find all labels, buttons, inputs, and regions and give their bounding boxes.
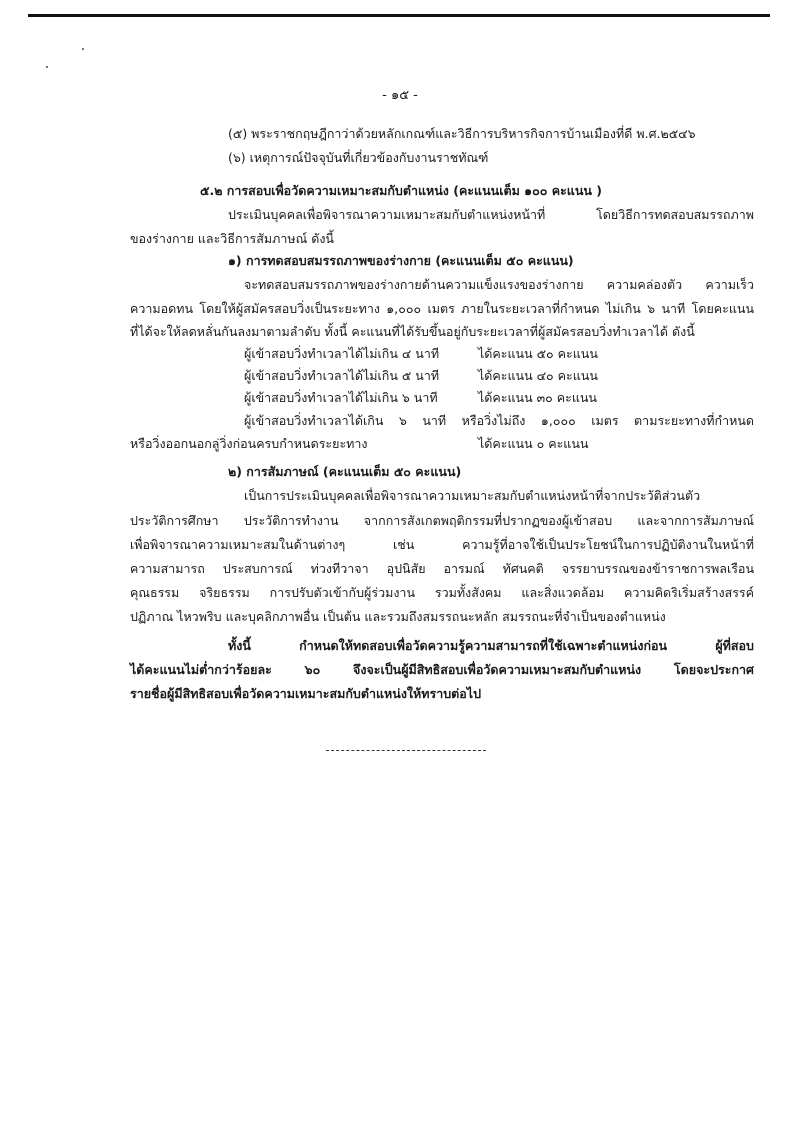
page-number: - ๑๕ -: [382, 88, 418, 103]
conclusion-line: รายชื่อผู้มีสิทธิสอบเพื่อวัดความเหมาะสมกับตำแหน่งให้ทราบต่อไป: [130, 686, 482, 701]
section-heading: ๕.๒ การสอบเพื่อวัดความเหมาะสมกับตำแหน่ง (คะแนนเต็ม ๑๐๐ คะแนน ): [200, 183, 603, 198]
score-condition: ผู้เข้าสอบวิ่งทำเวลาได้ไม่เกิน ๕ นาที: [244, 368, 440, 383]
list-item: (๕) พระราชกฤษฎีกาว่าด้วยหลักเกณฑ์และวิธีการบริหารกิจการบ้านเมืองที่ดี พ.ศ.๒๕๔๖: [228, 126, 696, 141]
interview-paragraph-line: ความสามารถ ประสบการณ์ ท่วงทีวาจา อุปนิสัย อารมณ์ ทัศนคติ จรรยาบรรณของข้าราชการพลเรือน: [130, 561, 754, 576]
interview-paragraph-line: เพื่อพิจารณาความเหมาะสมในด้านต่างๆ เช่น ความรู้ที่อาจใช้เป็นประโยชน์ในการปฏิบัติงานในหน้าที่: [130, 537, 754, 552]
end-separator: [326, 750, 486, 751]
score-condition: ผู้เข้าสอบวิ่งทำเวลาได้ไม่เกิน ๖ นาที: [244, 390, 438, 405]
interview-heading: ๒) การสัมภาษณ์ (คะแนนเต็ม ๕๐ คะแนน): [228, 464, 462, 479]
score-condition: ผู้เข้าสอบวิ่งทำเวลาได้เกิน ๖ นาที หรือวิ่งไม่ถึง ๑,๐๐๐ เมตร ตามระยะทางที่กำหนด: [244, 413, 754, 428]
fitness-paragraph-line: ที่ได้จะให้ลดหลั่นกันลงมาตามลำดับ ทั้งนี้ คะแนนที่ได้รับขึ้นอยู่กับระยะเวลาที่ผู้สมัครสอบวิ่งทำเวลาได้ ดังนี้: [130, 324, 695, 339]
top-border-line: [28, 14, 770, 17]
score-value: ได้คะแนน ๓๐ คะแนน: [478, 390, 597, 405]
fitness-heading: ๑) การทดสอบสมรรถภาพของร่างกาย (คะแนนเต็ม ๕๐ คะแนน): [228, 253, 574, 268]
interview-paragraph-line: ประวัติการศึกษา ประวัติการทำงาน จากการสังเกตพฤติกรรมที่ปรากฏของผู้เข้าสอบ และจากการสัมภาษณ์: [130, 513, 754, 528]
score-value: ได้คะแนน ๔๐ คะแนน: [478, 368, 598, 383]
section-intro-line: ของร่างกาย และวิธีการสัมภาษณ์ ดังนี้: [130, 231, 334, 246]
conclusion-line: ได้คะแนนไม่ต่ำกว่าร้อยละ ๖๐ จึงจะเป็นผู้มีสิทธิสอบเพื่อวัดความเหมาะสมกับตำแหน่ง โดยจะประกาศ: [130, 662, 754, 677]
interview-paragraph-line: คุณธรรม จริยธรรม การปรับตัวเข้ากับผู้ร่วมงาน รวมทั้งสังคม และสิ่งแวดล้อม ความคิดริเริ่มสร้างสรรค์: [130, 585, 754, 600]
conclusion-line: ทั้งนี้ กำหนดให้ทดสอบเพื่อวัดความรู้ความสามารถที่ใช้เฉพาะตำแหน่งก่อน ผู้ที่สอบ: [228, 638, 754, 653]
section-intro-line: ประเมินบุคคลเพื่อพิจารณาความเหมาะสมกับตำแหน่งหน้าที่ โดยวิธีการทดสอบสมรรถภาพ: [228, 207, 754, 222]
scan-speck: [82, 48, 84, 50]
fitness-paragraph-line: จะทดสอบสมรรถภาพของร่างกายด้านความแข็งแรงของร่างกาย ความคล่องตัว ความเร็ว: [244, 277, 754, 292]
score-value: ได้คะแนน ๐ คะแนน: [478, 436, 589, 451]
interview-paragraph-line: เป็นการประเมินบุคคลเพื่อพิจารณาความเหมาะสมกับตำแหน่งหน้าที่จากประวัติส่วนตัว: [244, 488, 701, 503]
score-condition: ผู้เข้าสอบวิ่งทำเวลาได้ไม่เกิน ๔ นาที: [244, 346, 440, 361]
score-value: ได้คะแนน ๕๐ คะแนน: [478, 346, 598, 361]
scan-speck: [46, 66, 48, 68]
score-condition: หรือวิ่งออกนอกลู่วิ่งก่อนครบกำหนดระยะทาง: [130, 436, 368, 451]
list-item: (๖) เหตุการณ์ปัจจุบันที่เกี่ยวข้องกับงานราชทัณฑ์: [228, 150, 489, 165]
fitness-paragraph-line: ความอดทน โดยให้ผู้สมัครสอบวิ่งเป็นระยะทาง ๑,๐๐๐ เมตร ภายในระยะเวลาที่กำหนด ไม่เกิน ๖ นาที โดยคะแนน: [130, 301, 754, 316]
interview-paragraph-line: ปฏิภาณ ไหวพริบ และบุคลิกภาพอื่น เป็นต้น และรวมถึงสมรรถนะหลัก สมรรถนะที่จำเป็นของตำแหน่ง: [130, 609, 666, 624]
